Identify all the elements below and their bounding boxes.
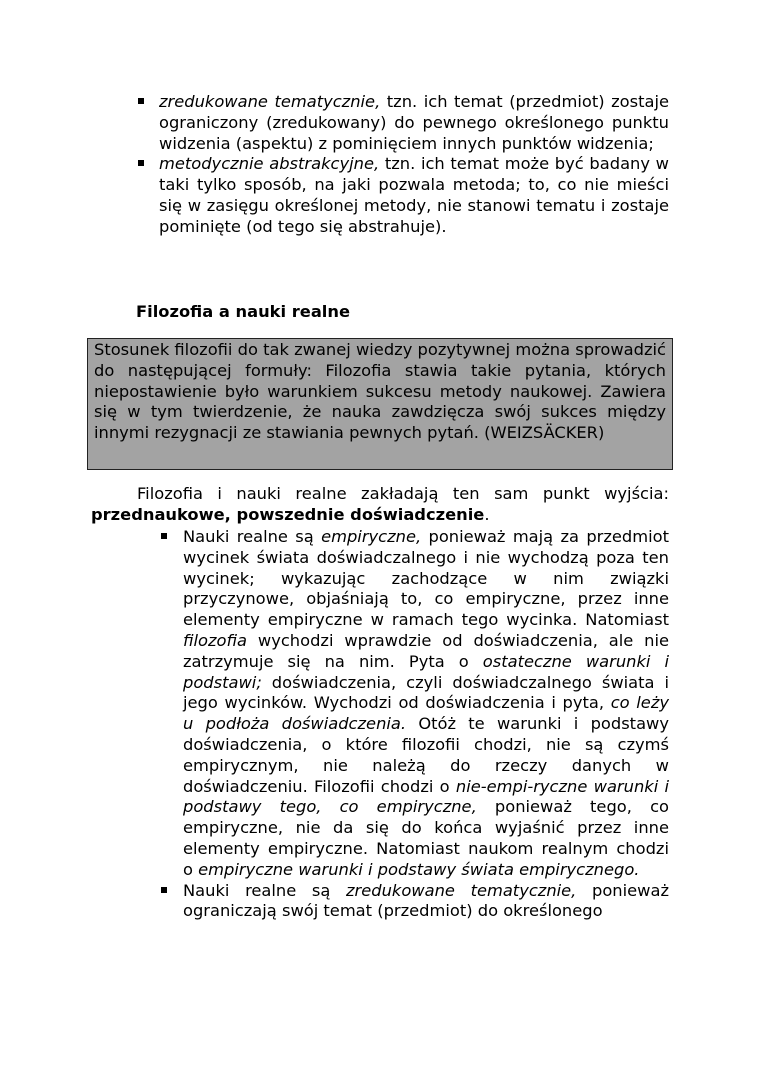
emphasis: zredukowane tematycznie, — [346, 880, 577, 900]
emphasis: metodycznie abstrakcyjne, — [159, 154, 380, 174]
emphasis: zredukowane tematycznie, — [159, 92, 381, 111]
characteristics-list — [159, 92, 669, 238]
text-run: ponieważ tego, co empiryczne, nie da się do końca wyjaśnić przez inne elementy empiryczne. Natomiast naukom realnym chodzi o — [183, 797, 669, 879]
text-run: ponieważ ograniczają swój temat (przedmiot) do określonego — [183, 880, 669, 921]
intro-end: . — [484, 505, 490, 524]
list-item — [159, 92, 669, 154]
quote-box: Stosunek filozofii do tak zwanej wiedzy pozytywnej można sprowadzić do następującej formuły: Filozofia stawia takie pytania, których niepostawienie było warunkiem sukcesu metody naukowej. Zawiera się w tym twierdzenie, że nauka zawdzięcza swój sukces między innymi rezygnacji ze stawiania pewnych pytań. (WEIZSÄCKER) — [87, 338, 673, 470]
text-run: ponieważ mają za przedmiot wycinek świata doświadczalnego i nie wychodzą poza ten wycinek; wykazując zachodzące w nim związki przyczynowe, objaśniają to, co empiryczne, przez inne elementy empiryczne w ramach tego wycinka. Natomiast — [183, 527, 669, 630]
list-item-text: tzn. ich temat może być badany w taki tylko sposób, na jaki pozwala metoda; to, co nie mieści się w zasięgu określonej metody, nie stanowi tematu i zostaje pominięte (od tego się abstrahuje). — [159, 154, 670, 236]
emphasis: nie-empi-ryczne warunki i podstawy tego, co empiryczne, — [183, 776, 669, 817]
intro-bold: przednaukowe, powszednie doświadczenie — [91, 505, 485, 524]
text-run: Nauki realne są — [183, 880, 346, 900]
emphasis: empiryczne warunki i podstawy świata empirycznego. — [198, 859, 640, 879]
list-item — [159, 154, 669, 237]
emphasis: ostateczne warunki i podstawi; — [183, 651, 669, 692]
text-run: wychodzi wprawdzie od doświadczenia, ale nie zatrzymuje się na nim. Pyta o — [183, 630, 669, 671]
section-heading: Filozofia a nauki realne — [136, 302, 351, 321]
list-item-text: tzn. ich temat (przedmiot) zostaje ograniczony (zredukowany) do pewnego określonego punktu widzenia (aspektu) z pominięciem innych punktów widzenia; — [159, 92, 669, 153]
intro-paragraph — [91, 483, 669, 525]
list-item — [183, 881, 669, 923]
emphasis: empiryczne, — [321, 527, 422, 546]
text-run: Otóż te warunki i podstawy doświadczenia, o które filozofii chodzi, nie są czymś empirycznym, nie należą do rzeczy danych w doświadczeniu. Filozofii chodzi o — [183, 714, 669, 796]
square-bullet-icon — [161, 533, 167, 539]
text-run: Nauki realne są — [183, 527, 322, 546]
square-bullet-icon — [138, 98, 144, 104]
text-run: doświadczenia, czyli doświadczalnego świata i jego wycinków. Wychodzi od doświadczenia i pyta, — [183, 672, 669, 713]
emphasis: co leży u podłoża doświadczenia. — [183, 693, 669, 734]
list-item — [183, 527, 669, 881]
emphasis: filozofia — [183, 630, 248, 650]
square-bullet-icon — [138, 160, 144, 166]
intro-text: Filozofia i nauki realne zakładają ten sam punkt wyjścia: — [137, 484, 669, 503]
square-bullet-icon — [161, 887, 167, 893]
comparison-list — [183, 527, 669, 922]
